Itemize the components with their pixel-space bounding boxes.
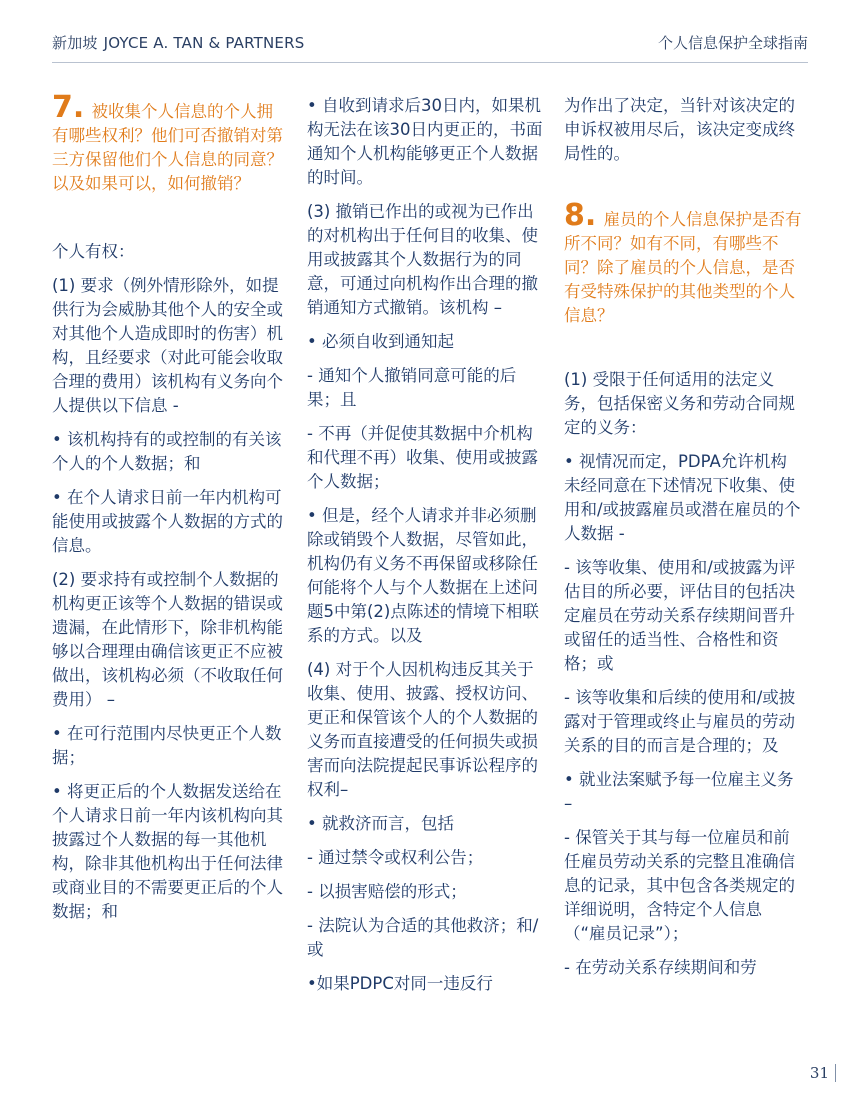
dash-item: - 保管关于其与每一位雇员和前任雇员劳动关系的完整且准确信息的记录，其中包含各类规定的详细说明，含特定个人信息（“雇员记录”）；	[564, 828, 795, 943]
dash-item: - 该等收集和后续的使用和/或披露对于管理或终止与雇员的劳动关系的目的而言是合理的；及	[564, 688, 796, 755]
paragraph: (1) 受限于任何适用的法定义务，包括保密义务和劳动合同规定的义务：	[564, 370, 795, 437]
bullet-item: • 在个人请求日前一年内机构可能使用或披露个人数据的方式的信息。	[52, 488, 283, 555]
question-7-text: 被收集个人信息的个人拥有哪些权利？他们可否撤销对第三方保留他们个人信息的同意？以及如果可以，如何撤销？	[52, 102, 283, 193]
header-guide-title: 个人信息保护全球指南	[657, 34, 808, 52]
bullet-item: •如果PDPC对同一违反行	[307, 974, 493, 993]
bullet-item: • 就救济而言，包括	[307, 814, 454, 833]
bullet-item: • 该机构持有的或控制的有关该个人的个人数据；和	[52, 430, 282, 473]
dash-item: - 以损害赔偿的形式；	[307, 882, 467, 901]
question-8-heading	[564, 198, 802, 328]
paragraph: 个人有权：	[52, 242, 135, 261]
bullet-item: • 必须自收到通知起	[307, 332, 454, 351]
dash-item: - 通知个人撤销同意可能的后果；且	[307, 366, 517, 409]
bullet-item: • 视情况而定，PDPA允许机构未经同意在下述情况下收集、使用和/或披露雇员或潜在雇员的个人数据 -	[564, 452, 801, 543]
dash-item: - 通过禁令或权利公告；	[307, 848, 484, 867]
header-firm-name: JOYCE A. TAN & PARTNERS	[103, 34, 305, 52]
column-1	[52, 90, 288, 934]
header-country: 新加坡	[52, 34, 98, 52]
question-8-number: 8.	[564, 198, 597, 233]
question-8-text: 雇员的个人信息保护是否有所不同？如有不同，有哪些不同？除了雇员的个人信息，是否有受特殊保护的其他类型的个人信息？	[564, 210, 802, 325]
paragraph: 为作出了决定，当针对该决定的申诉权被用尽后，该决定变成终局性的。	[564, 96, 795, 163]
bullet-item: • 自收到请求后30日内，如果机构无法在该30日内更正的，书面通知个人机构能够更正个人数据的时间。	[307, 96, 543, 187]
paragraph: (3) 撤销已作出的或视为已作出的对机构出于任何目的收集、使用或披露其个人数据行为的同意，可通过向机构作出合理的撤销通知方式撤销。该机构 –	[307, 202, 538, 317]
bullet-item: • 但是，经个人请求并非必须删除或销毁个人数据，尽管如此，机构仍有义务不再保留或移除任何能将个人与个人数据在上述问题5中第(2)点陈述的情境下相联系的方式。以及	[307, 506, 539, 645]
bullet-item: • 就业法案赋予每一位雇主义务 –	[564, 770, 794, 813]
page-header	[52, 0, 808, 63]
paragraph: (1) 要求（例外情形除外，如提供行为会威胁其他个人的安全或对其他个人造成即时的伤害）机构，且经要求（对此可能会收取合理的费用）该机构有义务向个人提供以下信息 -	[52, 276, 283, 415]
column-3	[564, 94, 802, 990]
dash-item: - 不再（并促使其数据中介机构和代理不再）收集、使用或披露个人数据；	[307, 424, 538, 491]
header-left	[52, 32, 304, 53]
paragraph: (4) 对于个人因机构违反其关于收集、使用、披露、授权访问、更正和保管该个人的个人数据的义务而直接遭受的任何损失或损害而向法院提起民事诉讼程序的权利–	[307, 660, 538, 799]
dash-item: - 法院认为合适的其他救济；和/或	[307, 916, 539, 959]
bullet-item: • 在可行范围内尽快更正个人数据；	[52, 724, 282, 767]
page-number: 31	[810, 1064, 836, 1082]
dash-item: - 在劳动关系存续期间和劳	[564, 958, 757, 977]
column-2	[307, 94, 543, 1006]
bullet-item: • 将更正后的个人数据发送给在个人请求日前一年内该机构向其披露过个人数据的每一其他机构，除非其他机构出于任何法律或商业目的不需要更正后的个人数据；和	[52, 782, 283, 921]
question-7-heading	[52, 90, 288, 196]
paragraph: (2) 要求持有或控制个人数据的机构更正该等个人数据的错误或遗漏，在此情形下，除非机构能够以合理理由确信该更正不应被做出，该机构必须（不收取任何费用） –	[52, 570, 283, 709]
dash-item: - 该等收集、使用和/或披露为评估目的所必要，评估目的包括决定雇员在劳动关系存续期间晋升或留任的适当性、合格性和资格；或	[564, 558, 796, 673]
question-7-number: 7.	[52, 90, 85, 125]
